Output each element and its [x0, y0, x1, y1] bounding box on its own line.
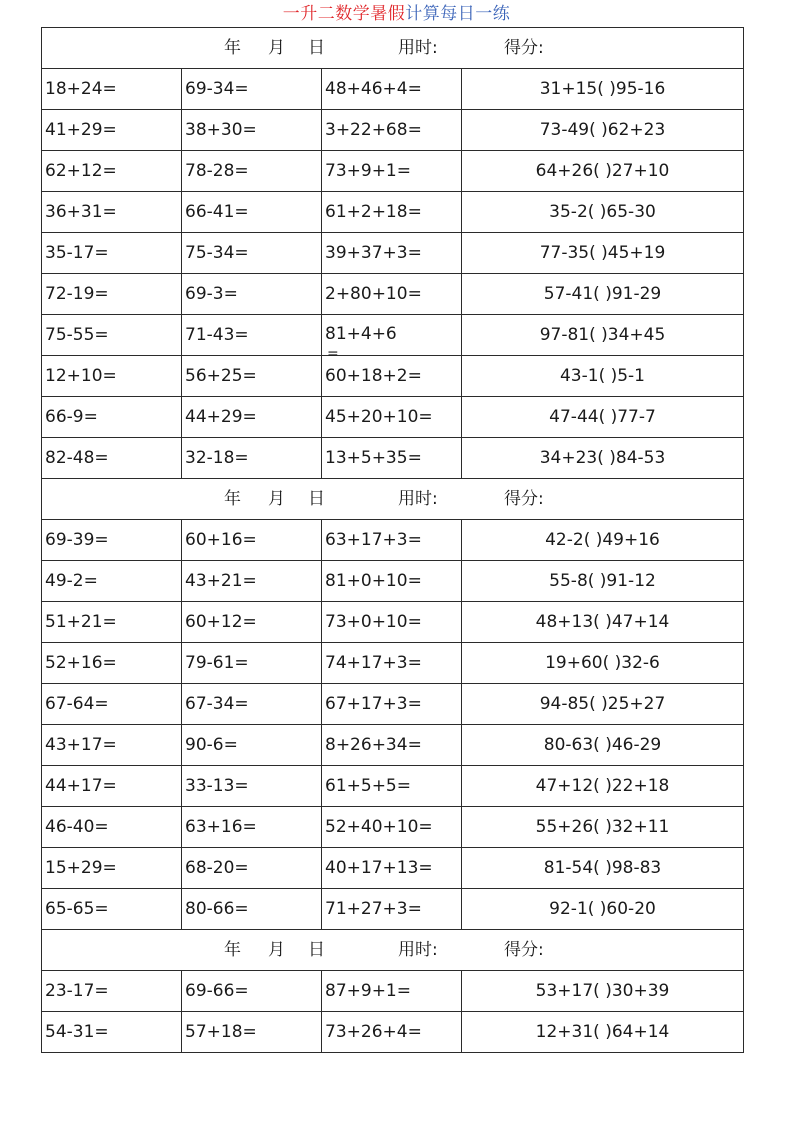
two-term-problem: 41+29= [42, 110, 182, 151]
month-label: 月 [268, 489, 285, 509]
two-term-problem: 15+29= [42, 848, 182, 889]
problem-row [42, 315, 744, 356]
header-cell [42, 28, 744, 69]
two-term-problem: 75-55= [42, 315, 182, 356]
two-term-problem: 71-43= [182, 315, 322, 356]
problem-row [42, 889, 744, 930]
three-term-problem: 40+17+13= [322, 848, 462, 889]
three-term-problem: 61+2+18= [322, 192, 462, 233]
two-term-problem: 67-64= [42, 684, 182, 725]
problem-row [42, 110, 744, 151]
two-term-problem: 56+25= [182, 356, 322, 397]
header-row [42, 479, 744, 520]
comparison-problem: 77-35( )45+19 [462, 233, 744, 274]
two-term-problem: 63+16= [182, 807, 322, 848]
problem-row [42, 807, 744, 848]
three-term-problem: 45+20+10= [322, 397, 462, 438]
problem-row [42, 602, 744, 643]
header-cell [42, 479, 744, 520]
three-term-problem: 87+9+1= [322, 971, 462, 1012]
problem-row [42, 643, 744, 684]
problem-text: 81+4+6 [325, 324, 397, 344]
two-term-problem: 18+24= [42, 69, 182, 110]
two-term-problem: 66-9= [42, 397, 182, 438]
two-term-problem: 80-66= [182, 889, 322, 930]
comparison-problem: 47-44( )77-7 [462, 397, 744, 438]
problem-row [42, 233, 744, 274]
two-term-problem: 57+18= [182, 1012, 322, 1053]
header-row [42, 930, 744, 971]
comparison-problem: 35-2( )65-30 [462, 192, 744, 233]
problem-row [42, 438, 744, 479]
two-term-problem: 90-6= [182, 725, 322, 766]
title-blue-part: 计算每日一练 [405, 4, 511, 24]
problem-row [42, 725, 744, 766]
two-term-problem: 44+29= [182, 397, 322, 438]
three-term-problem: 67+17+3= [322, 684, 462, 725]
wrapped-equals-sign: = [327, 346, 339, 362]
problem-row [42, 356, 744, 397]
two-term-problem: 69-3= [182, 274, 322, 315]
two-term-problem: 51+21= [42, 602, 182, 643]
two-term-problem: 43+21= [182, 561, 322, 602]
three-term-problem: 60+18+2= [322, 356, 462, 397]
score-label: 得分: [504, 940, 544, 960]
three-term-problem: 61+5+5= [322, 766, 462, 807]
comparison-problem: 42-2( )49+16 [462, 520, 744, 561]
day-label: 日 [308, 940, 325, 960]
two-term-problem: 32-18= [182, 438, 322, 479]
two-term-problem: 68-20= [182, 848, 322, 889]
three-term-problem: 74+17+3= [322, 643, 462, 684]
two-term-problem: 66-41= [182, 192, 322, 233]
comparison-problem: 97-81( )34+45 [462, 315, 744, 356]
problem-row [42, 520, 744, 561]
time-used-label: 用时: [398, 489, 438, 509]
two-term-problem: 60+12= [182, 602, 322, 643]
two-term-problem: 69-66= [182, 971, 322, 1012]
three-term-problem: 73+0+10= [322, 602, 462, 643]
two-term-problem: 44+17= [42, 766, 182, 807]
problem-row [42, 69, 744, 110]
two-term-problem: 75-34= [182, 233, 322, 274]
comparison-problem: 31+15( )95-16 [462, 69, 744, 110]
problem-row [42, 151, 744, 192]
year-label: 年 [224, 489, 241, 509]
three-term-problem: 63+17+3= [322, 520, 462, 561]
problem-row [42, 766, 744, 807]
comparison-problem: 94-85( )25+27 [462, 684, 744, 725]
year-label: 年 [224, 940, 241, 960]
score-label: 得分: [504, 489, 544, 509]
two-term-problem: 67-34= [182, 684, 322, 725]
three-term-problem: 71+27+3= [322, 889, 462, 930]
comparison-problem: 12+31( )64+14 [462, 1012, 744, 1053]
comparison-problem: 55+26( )32+11 [462, 807, 744, 848]
comparison-problem: 57-41( )91-29 [462, 274, 744, 315]
comparison-problem: 19+60( )32-6 [462, 643, 744, 684]
two-term-problem: 62+12= [42, 151, 182, 192]
day-label: 日 [308, 38, 325, 58]
three-term-problem: 52+40+10= [322, 807, 462, 848]
comparison-problem: 81-54( )98-83 [462, 848, 744, 889]
comparison-problem: 64+26( )27+10 [462, 151, 744, 192]
header-row [42, 28, 744, 69]
two-term-problem: 43+17= [42, 725, 182, 766]
three-term-problem: 13+5+35= [322, 438, 462, 479]
two-term-problem: 52+16= [42, 643, 182, 684]
two-term-problem: 36+31= [42, 192, 182, 233]
problem-row [42, 397, 744, 438]
time-used-label: 用时: [398, 940, 438, 960]
problem-row [42, 274, 744, 315]
worksheet-body [42, 28, 744, 1053]
two-term-problem: 33-13= [182, 766, 322, 807]
three-term-problem: 73+26+4= [322, 1012, 462, 1053]
two-term-problem: 78-28= [182, 151, 322, 192]
title-red-part: 一升二数学暑假 [282, 4, 406, 24]
page-title [0, 3, 793, 25]
comparison-problem: 48+13( )47+14 [462, 602, 744, 643]
comparison-problem: 80-63( )46-29 [462, 725, 744, 766]
three-term-problem: 73+9+1= [322, 151, 462, 192]
problem-row [42, 971, 744, 1012]
two-term-problem: 69-39= [42, 520, 182, 561]
comparison-problem: 55-8( )91-12 [462, 561, 744, 602]
comparison-problem: 73-49( )62+23 [462, 110, 744, 151]
month-label: 月 [268, 940, 285, 960]
problem-row [42, 1012, 744, 1053]
month-label: 月 [268, 38, 285, 58]
two-term-problem: 65-65= [42, 889, 182, 930]
two-term-problem: 54-31= [42, 1012, 182, 1053]
two-term-problem: 82-48= [42, 438, 182, 479]
day-label: 日 [308, 489, 325, 509]
header-cell [42, 930, 744, 971]
two-term-problem: 79-61= [182, 643, 322, 684]
three-term-problem: 39+37+3= [322, 233, 462, 274]
problem-row [42, 561, 744, 602]
two-term-problem: 38+30= [182, 110, 322, 151]
comparison-problem: 43-1( )5-1 [462, 356, 744, 397]
comparison-problem: 92-1( )60-20 [462, 889, 744, 930]
two-term-problem: 60+16= [182, 520, 322, 561]
problem-row [42, 684, 744, 725]
problem-row [42, 192, 744, 233]
three-term-problem: 2+80+10= [322, 274, 462, 315]
year-label: 年 [224, 38, 241, 58]
two-term-problem: 69-34= [182, 69, 322, 110]
worksheet-table [41, 27, 744, 1053]
two-term-problem: 35-17= [42, 233, 182, 274]
score-label: 得分: [504, 38, 544, 58]
comparison-problem: 47+12( )22+18 [462, 766, 744, 807]
two-term-problem: 72-19= [42, 274, 182, 315]
three-term-problem: 81+0+10= [322, 561, 462, 602]
comparison-problem: 34+23( )84-53 [462, 438, 744, 479]
three-term-problem [322, 315, 462, 362]
two-term-problem: 23-17= [42, 971, 182, 1012]
comparison-problem: 53+17( )30+39 [462, 971, 744, 1012]
two-term-problem: 12+10= [42, 356, 182, 397]
three-term-problem: 8+26+34= [322, 725, 462, 766]
three-term-problem: 3+22+68= [322, 110, 462, 151]
time-used-label: 用时: [398, 38, 438, 58]
two-term-problem: 46-40= [42, 807, 182, 848]
three-term-problem: 48+46+4= [322, 69, 462, 110]
problem-row [42, 848, 744, 889]
two-term-problem: 49-2= [42, 561, 182, 602]
